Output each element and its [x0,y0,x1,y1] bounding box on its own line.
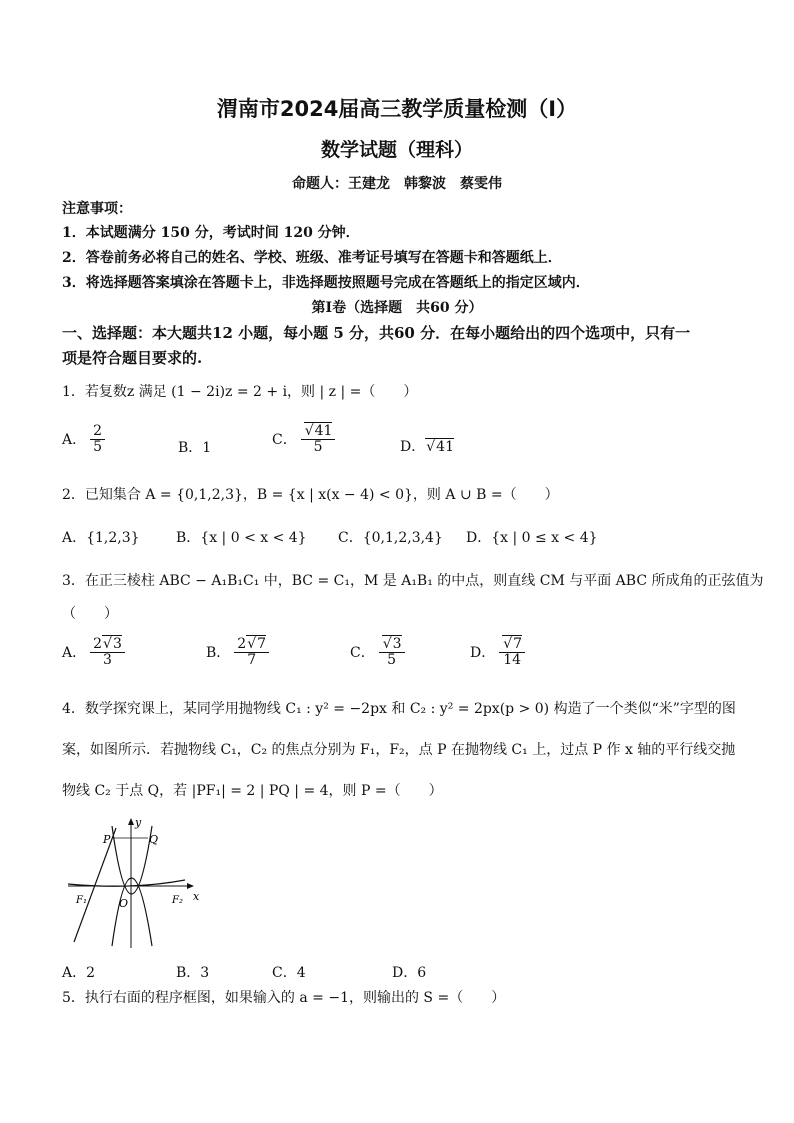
q3-a-sqrt: √ 3 [102,635,122,652]
section-instructions-line1: 一、选择题：本大题共12 小题，每小题 5 分，共60 分．在每小题给出的四个选项中，只有一 [62,324,691,342]
q3-stem-line2: （ ） [62,606,118,622]
q4-stem-line1: 4．数学探究课上，某同学用抛物线 C₁ : y² = −2px 和 C₂ : y² = 2px(p > 0) 构造了一个类似“米”字型的图 [62,701,736,717]
q3-b-label: B． [206,644,231,661]
q3-stem-line1: 3．在正三棱柱 ABC − A₁B₁C₁ 中，BC = C₁，M 是 A₁B₁ 的中点，则直线 CM 与平面 ABC 所成角的正弦值为 [62,573,764,589]
note-item-2: 2．答卷前务必将自己的姓名、学校、班级、准考证号填写在答题卡和答题纸上． [62,250,562,266]
section-instructions-line2: 项是符合题目要求的. [62,349,203,367]
q3-option-d [470,637,525,669]
q3-d-fraction [499,637,525,669]
q3-option-b [206,637,269,669]
parabola-lower [112,878,152,946]
q4-option-c: C．4 [272,965,306,981]
fig-label-o: O [119,897,129,910]
q1-c-den: 5 [313,439,323,456]
q3-b-sqrt: √ 7 [246,635,266,652]
fig-label-f1: F₁ [76,895,87,906]
q4-option-b: B．3 [176,965,210,981]
q1-a-num: 2 [90,424,105,440]
q3-option-a [62,637,125,669]
q1-a-den: 5 [93,439,103,456]
q3-d-den: 14 [503,652,522,669]
exam-authors: 命题人：王建龙 韩黎波 蔡雯伟 [292,176,502,192]
exam-title: 渭南市2024届高三教学质量检测（Ⅰ） [216,97,578,121]
q2-option-b: B．{x | 0 < x < 4} [176,530,307,546]
exam-subtitle: 数学试题（理科） [320,139,473,161]
q3-a-coef: 2 [93,636,103,652]
q3-a-fraction [90,637,125,669]
q1-option-d [400,436,454,456]
fig-label-f2: F₂ [172,895,183,906]
q1-a-label: A． [62,431,87,448]
q3-option-c [350,637,405,669]
fig-label-p: P [103,833,111,846]
q1-c-sqrt: √ 41 [304,422,333,439]
fig-label-x: x [193,890,200,903]
q4-stem-line2: 案，如图所示．若抛物线 C₁，C₂ 的焦点分别为 F₁，F₂，点 P 在抛物线 C₁ 上，过点 P 作 x 轴的平行线交抛 [62,742,736,758]
parabola-upper [112,826,152,894]
note-item-1: 1．本试题满分 150 分，考试时间 120 分钟． [62,225,360,241]
section-title: 第Ⅰ卷（选择题 共60 分） [311,300,483,316]
x-axis-arrow [187,883,194,889]
q3-a-label: A． [62,644,87,661]
q5-stem: 5．执行右面的程序框图，如果输入的 a = −1，则输出的 S =（ ） [62,990,506,1006]
q1-d-sqrt: √ 41 [425,438,454,455]
q4-stem-line3: 物线 C₂ 于点 Q，若 |PF₁| = 2 | PQ | = 4，则 P =（ ） [62,783,443,799]
q1-c-label: C． [272,431,297,448]
q2-option-c: C．{0,1,2,3,4} [338,530,443,546]
q4-option-a: A．2 [62,965,96,981]
q1-c-fraction [301,424,336,456]
q3-c-sqrt: √ 3 [382,635,402,652]
q1-a-fraction [90,424,105,456]
q1-option-c [272,424,335,456]
q3-c-label: C． [350,644,375,661]
q3-d-sqrt: √ 7 [502,635,522,652]
note-item-3: 3．将选择题答案填涂在答题卡上，非选择题按照题号完成在答题纸上的指定区域内． [62,275,590,291]
q4-parabola-figure [62,812,202,948]
fig-label-y: y [135,816,142,829]
q4-option-d: D．6 [392,965,427,981]
q2-option-a: A．{1,2,3} [62,530,140,546]
notes-heading: 注意事项： [62,201,132,217]
q2-option-d: D．{x | 0 ≤ x < 4} [466,530,598,546]
q1-option-a [62,424,105,456]
q3-a-den: 3 [103,652,112,669]
q3-b-fraction [234,637,269,669]
q1-stem: 1．若复数z 满足 (1 − 2i)z = 2 + i，则 | z | =（ ） [62,384,418,400]
fig-label-q: Q [149,833,159,846]
q3-c-den: 5 [387,652,397,669]
q3-d-label: D． [470,644,496,661]
q3-b-coef: 2 [237,636,247,652]
q1-d-label: D． [400,439,426,455]
q3-b-den: 7 [247,652,257,669]
q2-stem: 2．已知集合 A = {0,1,2,3}，B = {x | x(x − 4) < 0}，则 A ∪ B =（ ） [62,487,559,503]
y-axis-arrow [128,818,134,825]
q1-option-b: B．1 [178,440,212,456]
q3-c-fraction [379,637,405,669]
